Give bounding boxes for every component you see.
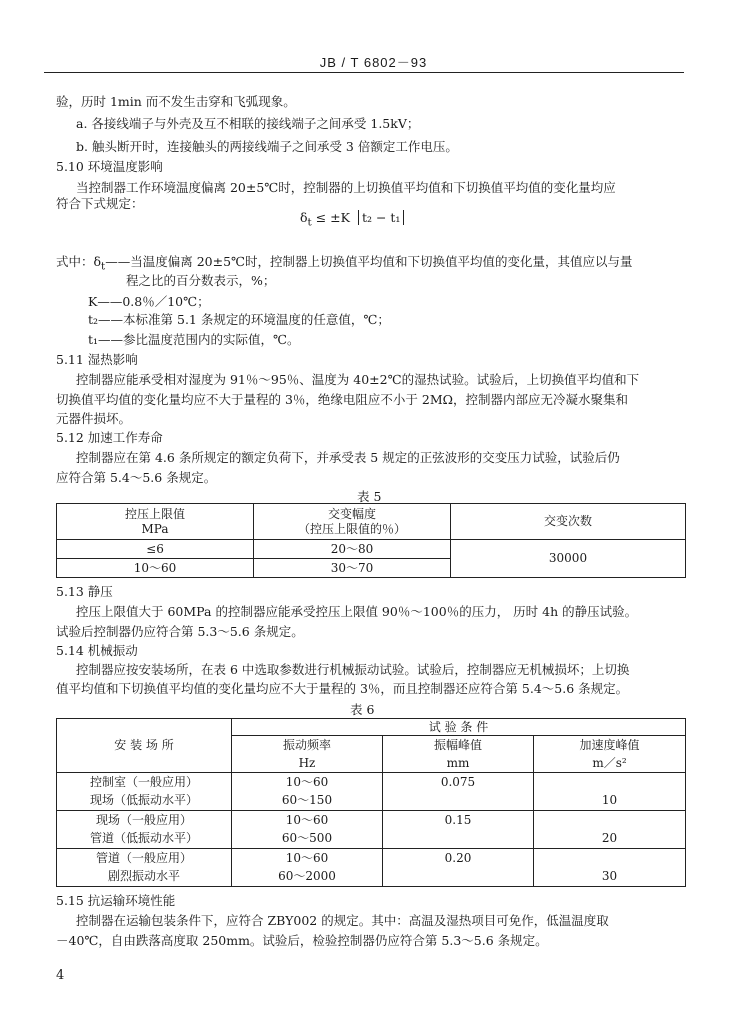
t6-unit-freq: Hz <box>232 755 383 773</box>
where-line-1a: 式中：δ <box>56 254 102 269</box>
section-5-13-title: 5.13 静压 <box>56 584 113 599</box>
table-cell: 剧烈振动水平 <box>57 868 232 887</box>
s5-10-para-2: 符合下式规定： <box>56 196 144 211</box>
page-number: 4 <box>56 968 65 983</box>
section-5-10-title: 5.10 环境温度影响 <box>56 159 163 174</box>
t5-header-cycles: 交变次数 <box>451 504 686 540</box>
section-5-14-title: 5.14 机械振动 <box>56 643 138 658</box>
table-cell: 60～150 <box>232 792 383 811</box>
section-5-15-title: 5.15 抗运输环境性能 <box>56 893 176 908</box>
table-cell: 10 <box>534 792 686 811</box>
table-cell: 10～60 <box>57 559 254 578</box>
s5-11-para-1: 控制器应能承受相对湿度为 91％～95％、温度为 40±2℃的湿热试验。试验后，上切换值平均值和下 <box>76 372 640 387</box>
s5-15-para-2: －40℃，自由跌落高度取 250mm。试验后，检验控制器仍应符合第 5.3～5.6 条规定。 <box>56 933 548 948</box>
table-cell: 控制室（一般应用） <box>57 773 232 792</box>
table-5 <box>56 503 686 578</box>
formula <box>300 210 404 229</box>
table-cell: 现场（一般应用） <box>57 811 232 830</box>
table-cell: 20 <box>534 830 686 849</box>
section-5-11-title: 5.11 湿热影响 <box>56 352 138 367</box>
table-cell: 0.075 <box>383 773 534 792</box>
table-cell: 0.20 <box>383 849 534 868</box>
s5-13-para-1: 控压上限值大于 60MPa 的控制器应能承受控压上限值 90％～100％的压力， 历时 4h 的静压试验。 <box>76 604 638 619</box>
t6-header-conditions: 试 验 条 件 <box>232 719 686 736</box>
where-line-1-sub: t <box>101 260 106 273</box>
table-cell: 10～60 <box>232 849 383 868</box>
s5-11-para-3: 元器件损坏。 <box>56 411 132 426</box>
table-cell <box>383 792 534 811</box>
where-line-2: 程之比的百分数表示，%； <box>126 273 276 288</box>
table-cell: ≤6 <box>57 540 254 559</box>
s5-14-para-1: 控制器应按安装场所，在表 6 中选取参数进行机械振动试验。试验后，控制器应无机械损坏；上切换 <box>76 662 630 677</box>
s5-13-para-2: 试验后控制器仍应符合第 5.3～5.6 条规定。 <box>56 624 304 639</box>
table-cell <box>534 811 686 830</box>
body-line-2: a. 各接线端子与外壳及互不相联的接线端子之间承受 1.5kV； <box>76 116 420 131</box>
s5-12-para-1: 控制器应在第 4.6 条所规定的额定负荷下，并承受表 5 规定的正弦波形的交变压力试验，试验后仍 <box>76 450 620 465</box>
t6-unit-amp: mm <box>383 755 534 773</box>
t6-header-acc: 加速度峰值 <box>534 736 686 755</box>
formula-lhs: δ <box>300 210 308 225</box>
where-line-4: t₂——本标准第 5.1 条规定的环境温度的任意值，℃； <box>88 312 390 327</box>
table-cell: 现场（低振动水平） <box>57 792 232 811</box>
table-cell: 30～70 <box>254 559 451 578</box>
table-cell: 60～2000 <box>232 868 383 887</box>
formula-mid: ≤ ±K <box>311 210 354 225</box>
formula-lhs-sub: t <box>307 216 312 229</box>
s5-10-para-1: 当控制器工作环境温度偏离 20±5℃时，控制器的上切换值平均值和下切换值平均值的变化量均应 <box>76 180 616 195</box>
formula-abs: t₂ − t₁ <box>358 210 405 225</box>
s5-12-para-2: 应符合第 5.4～5.6 条规定。 <box>56 470 217 485</box>
where-line-5: t₁——参比温度范围内的实际值，℃。 <box>88 332 300 347</box>
s5-14-para-2: 值平均值和下切换值平均值的变化量均应不大于量程的 3％，而且控制器还应符合第 5.4～5.6 条规定。 <box>56 681 629 696</box>
where-line-1 <box>56 254 633 275</box>
table-cell: 管道（低振动水平） <box>57 830 232 849</box>
table-cell <box>383 830 534 849</box>
t5-cycles-value: 30000 <box>451 540 686 578</box>
table-6 <box>56 718 686 887</box>
where-line-1b: ——当温度偏离 20±5℃时，控制器上切换值平均值和下切换值平均值的变化量，其值应以与量 <box>105 254 633 269</box>
where-line-3: K——0.8％／10℃； <box>88 294 210 309</box>
t6-header-amp: 振幅峰值 <box>383 736 534 755</box>
table-5-caption: 表 5 <box>357 489 382 504</box>
s5-11-para-2: 切换值平均值的变化量均应不大于量程的 3％，绝缘电阻应不小于 2MΩ，控制器内部应无冷凝水聚集和 <box>56 392 629 407</box>
table-cell <box>534 773 686 792</box>
table-cell <box>534 849 686 868</box>
t5-header-amplitude: 交变幅度 （控压上限值的％） <box>254 504 451 540</box>
section-5-12-title: 5.12 加速工作寿命 <box>56 430 163 445</box>
body-line-1: 验，历时 1min 而不发生击穿和飞弧现象。 <box>56 94 296 109</box>
table-cell: 0.15 <box>383 811 534 830</box>
document-code: JB / T 6802－93 <box>319 55 428 70</box>
table-6-caption: 表 6 <box>350 702 375 717</box>
s5-15-para-1: 控制器在运输包装条件下，应符合 ZBY002 的规定。其中：高温及湿热项目可免作，低温温度取 <box>76 913 609 928</box>
t6-unit-acc: m／s² <box>534 755 686 773</box>
t6-header-freq: 振动频率 <box>232 736 383 755</box>
table-cell: 20～80 <box>254 540 451 559</box>
table-cell: 10～60 <box>232 773 383 792</box>
table-cell <box>383 868 534 887</box>
body-line-3: b. 触头断开时，连接触头的两接线端子之间承受 3 倍额定工作电压。 <box>76 139 458 154</box>
table-cell: 60～500 <box>232 830 383 849</box>
table-cell: 30 <box>534 868 686 887</box>
table-cell: 10～60 <box>232 811 383 830</box>
t5-header-pressure: 控压上限值 MPa <box>57 504 254 540</box>
header-rule <box>44 72 684 73</box>
t6-header-site: 安 装 场 所 <box>57 719 232 773</box>
table-cell: 管道（一般应用） <box>57 849 232 868</box>
